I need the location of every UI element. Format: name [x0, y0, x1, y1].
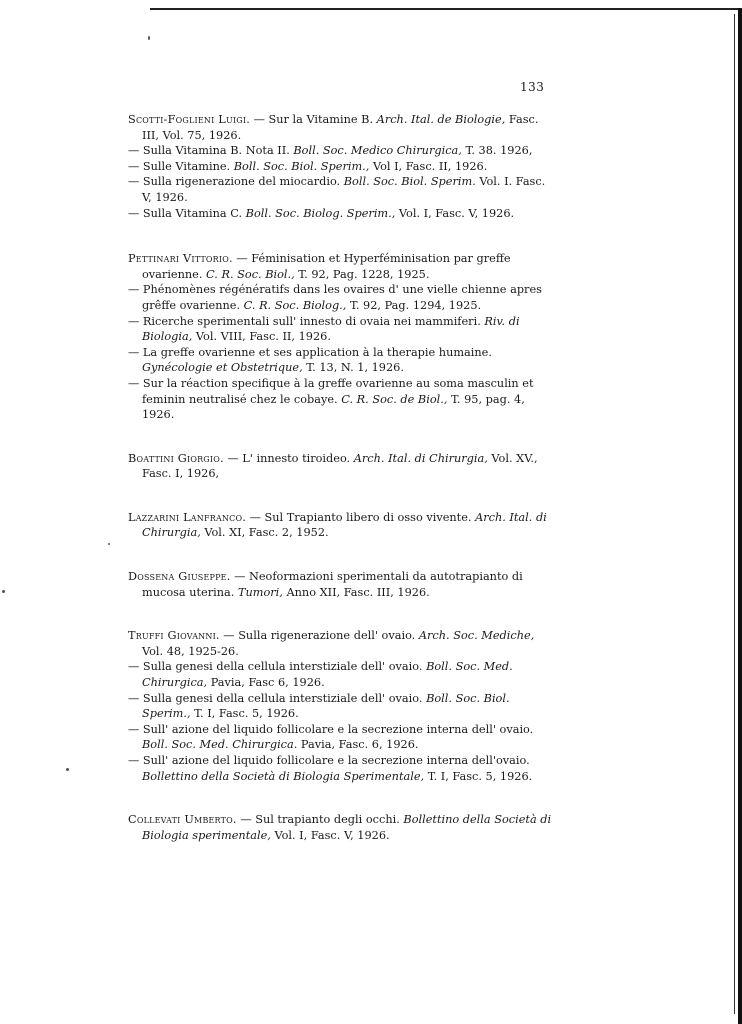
publication-title: — Sulla genesi della cellula interstiziale dell' ovaio.	[128, 660, 427, 674]
journal-name: Boll. Soc. Biol. Sperim.,	[233, 159, 370, 173]
publication	[128, 722, 556, 753]
journal-name: Arch. Soc. Mediche,	[418, 629, 535, 643]
publication-title: — Phénomènes régénératifs dans les ovaires d' une vielle chienne apres grêffe ovarienne.	[128, 283, 542, 312]
publication-details: T. 92, Pag. 1228, 1925.	[294, 267, 430, 281]
speck	[2, 590, 5, 593]
author-name: Truffi Giovanni.	[128, 629, 220, 643]
author-name: Collevati Umberto.	[128, 813, 237, 827]
journal-name: C. R. Soc. de Biol.,	[341, 392, 448, 406]
publication-details: T. I, Fasc. 5, 1926.	[424, 769, 533, 783]
bibliography-entry	[128, 112, 556, 221]
publication	[128, 314, 556, 345]
publication-title: — Féminisation et Hyperféminisation par greffe ovarienne.	[142, 252, 511, 281]
journal-name: Boll. Soc. Biol. Sperim.,	[142, 691, 510, 721]
publication	[128, 143, 556, 159]
publication-title: — Sull' azione del liquido follicolare e la secrezione interna dell' ovaio.	[128, 722, 534, 736]
journal-name: Boll. Soc. Med. Chirurgica,	[142, 660, 513, 690]
publication	[128, 376, 556, 423]
scan-edge-right	[738, 8, 742, 1024]
journal-name: C. R. Soc. Biolog.,	[243, 298, 347, 312]
publication-details: Vol. 48, 1925-26.	[142, 644, 239, 658]
publication-details: Fasc. III, Vol. 75, 1926.	[142, 113, 539, 142]
bibliography-entry	[128, 510, 556, 541]
publication-title: — Sul Trapianto libero di osso vivente.	[246, 510, 476, 524]
publication-details: Vol. I, Fasc. V, 1926.	[270, 828, 390, 842]
bibliography	[128, 112, 556, 843]
publication	[128, 112, 556, 143]
publication-details: Pavia, Fasc. 6, 1926.	[297, 738, 419, 752]
author-name: Lazzarini Lanfranco.	[128, 510, 247, 524]
journal-name: Boll. Soc. Biolog. Sperim.,	[245, 206, 396, 220]
journal-name: Riv. di Biologia,	[142, 314, 520, 344]
publication-details: T. I, Fasc. 5, 1926.	[190, 707, 299, 721]
publication-details: T. 95, pag. 4, 1926.	[142, 392, 525, 422]
author-name: Pettinari Vittorio.	[128, 252, 233, 266]
speck	[66, 768, 69, 771]
journal-name: Gynécologie et Obstetrique,	[142, 361, 303, 375]
publication	[128, 251, 556, 282]
speck	[148, 36, 150, 40]
publication	[128, 282, 556, 313]
publication-title: — Sulla Vitamina B. Nota II.	[128, 144, 294, 158]
publication-title: — Sulla Vitamina C.	[128, 206, 246, 220]
journal-name: Boll. Soc. Biol. Sperim.	[343, 175, 476, 189]
author-name: Dossena Giuseppe.	[128, 570, 231, 584]
publication-title: — La greffe ovarienne et ses application à la therapie humaine.	[128, 345, 492, 359]
bibliography-entry	[128, 628, 556, 784]
publication-details: T. 92, Pag. 1294, 1925.	[346, 298, 482, 312]
journal-name: C. R. Soc. Biol.,	[206, 267, 295, 281]
bibliography-entry	[128, 251, 556, 423]
publication-details: Vol. VIII, Fasc. II, 1926.	[192, 330, 331, 344]
publication-details: Vol I, Fasc. II, 1926.	[369, 159, 488, 173]
publication-title: — Ricerche sperimentali sull' innesto di ovaia nei mammiferi.	[128, 314, 485, 328]
author-name: Boattini Giorgio.	[128, 451, 224, 465]
publication-title: — Sull' azione del liquido follicolare e la secrezione interna dell'ovaio.	[128, 754, 530, 767]
publication-details: T. 13, N. 1, 1926.	[302, 361, 404, 375]
publication	[128, 510, 556, 541]
publication-details: Pavia, Fasc 6, 1926.	[207, 676, 325, 690]
page-number: 133	[520, 80, 545, 94]
publication-details: Vol. XV., Fasc. I, 1926,	[142, 451, 538, 481]
publication	[128, 691, 556, 722]
publication	[128, 812, 556, 843]
journal-name: Bollettino della Società di Biologia Sperimentale,	[142, 769, 425, 783]
publication	[128, 659, 556, 690]
scan-edge-top	[150, 8, 742, 10]
publication-details: T. 38. 1926,	[461, 144, 533, 158]
publication-title: — Sulla rigenerazione dell' ovaio.	[219, 629, 419, 643]
publication-details: Vol. I. Fasc. V, 1926.	[142, 175, 546, 204]
publication-title: — Sulla genesi della cellula interstiziale dell' ovaio.	[128, 691, 427, 705]
scan-edge-right-inner	[734, 14, 735, 1014]
publication-details: Vol. XI, Fasc. 2, 1952.	[200, 526, 329, 540]
journal-name: Arch. Ital. di Chirurgia,	[142, 510, 547, 540]
publication	[128, 345, 556, 376]
journal-name: Boll. Soc. Med. Chirurgica.	[142, 738, 298, 752]
journal-name: Arch. Ital. de Biologie,	[376, 113, 506, 126]
publication-title: — Sur la réaction specifique à la greffe ovarienne au soma masculin et feminin neutralisé chez le cobaye.	[128, 376, 534, 406]
publication	[128, 159, 556, 175]
bibliography-entry	[128, 812, 556, 843]
publication	[128, 174, 556, 205]
publication-title: — Sulle Vitamine.	[128, 159, 234, 173]
publication	[128, 206, 556, 222]
publication	[128, 753, 556, 784]
publication-title: — Sur la Vitamine B.	[250, 113, 377, 126]
journal-name: Boll. Soc. Medico Chirurgica,	[293, 144, 462, 158]
journal-name: Arch. Ital. di Chirurgia,	[353, 451, 488, 465]
publication	[128, 569, 556, 600]
bibliography-entry	[128, 569, 556, 600]
speck	[108, 543, 110, 545]
publication-details: Vol. I, Fasc. V, 1926.	[395, 206, 515, 220]
author-name: Scotti-Foglieni Luigi.	[128, 113, 251, 126]
publication-details: Anno XII, Fasc. III, 1926.	[282, 585, 430, 599]
publication-title: — Sul trapianto degli occhi.	[236, 813, 404, 827]
journal-name: Bollettino della Società di Biologia sperimentale,	[142, 813, 552, 842]
publication-title: — Neoformazioni sperimentali da autotrapianto di mucosa uterina.	[142, 570, 523, 599]
publication	[128, 451, 556, 482]
publication	[128, 628, 556, 659]
bibliography-entry	[128, 451, 556, 482]
journal-name: Tumori,	[237, 585, 283, 599]
publication-title: — L' innesto tiroideo.	[223, 451, 354, 465]
publication-title: — Sulla rigenerazione del miocardio.	[128, 175, 344, 189]
